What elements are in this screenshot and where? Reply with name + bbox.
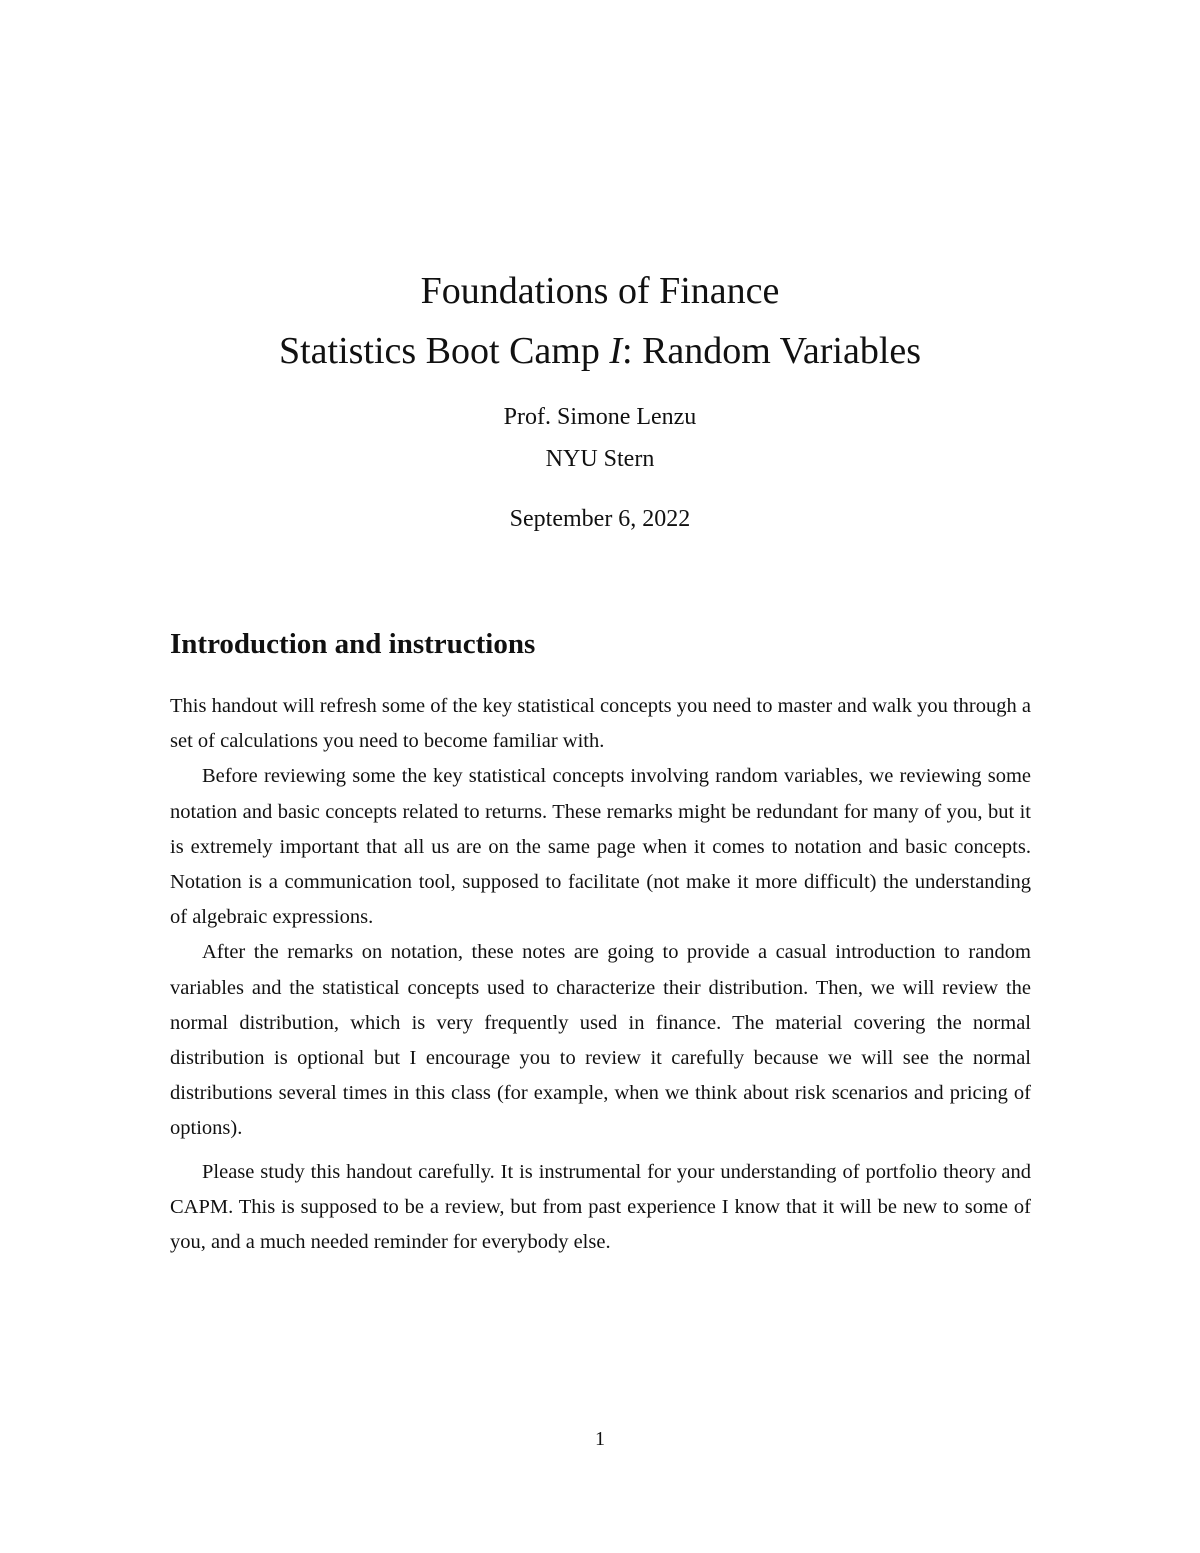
page-number: 1 (595, 1428, 605, 1450)
paragraph: This handout will refresh some of the key statistical concepts you need to master and walk you through a set of calculations you need to become familiar with. (170, 695, 1031, 753)
title-block (0, 262, 1200, 540)
section-body (170, 689, 1031, 1260)
handout-title-suffix: : Random Variables (622, 330, 922, 372)
author: Prof. Simone Lenzu (503, 404, 697, 430)
handout-title (0, 322, 1200, 380)
date: September 6, 2022 (509, 506, 691, 532)
paragraph: Please study this handout carefully. It is instrumental for your understanding of portfolio theory and CAPM. This is supposed to be a review, but from past experience I know that it will be new to some of you, and a much needed reminder for everybody else. (170, 1160, 1031, 1254)
section-heading: Introduction and instructions (170, 628, 536, 660)
handout-title-prefix: Statistics Boot Camp (278, 330, 610, 372)
course-title: Foundations of Finance (420, 270, 780, 312)
affiliation: NYU Stern (545, 446, 655, 472)
paragraph: After the remarks on notation, these notes are going to provide a casual introduction to random variables and the statistical concepts used to characterize their distribution. Then, we will review the normal distribution, which is very frequently used in finance. The material covering the normal distribution is optional but I encourage you to review it carefully because we will see the normal distributions several times in this class (for example, when we think about risk scenarios and pricing of options). (170, 941, 1031, 1140)
paragraph: Before reviewing some the key statistical concepts involving random variables, we reviewing some notation and basic concepts related to returns. These remarks might be redundant for many of you, but it is extremely important that all us are on the same page when it comes to notation and basic concepts. Notation is a communication tool, supposed to facilitate (not make it more difficult) the understanding of algebraic expressions. (170, 765, 1031, 929)
handout-title-roman: I (609, 330, 623, 372)
